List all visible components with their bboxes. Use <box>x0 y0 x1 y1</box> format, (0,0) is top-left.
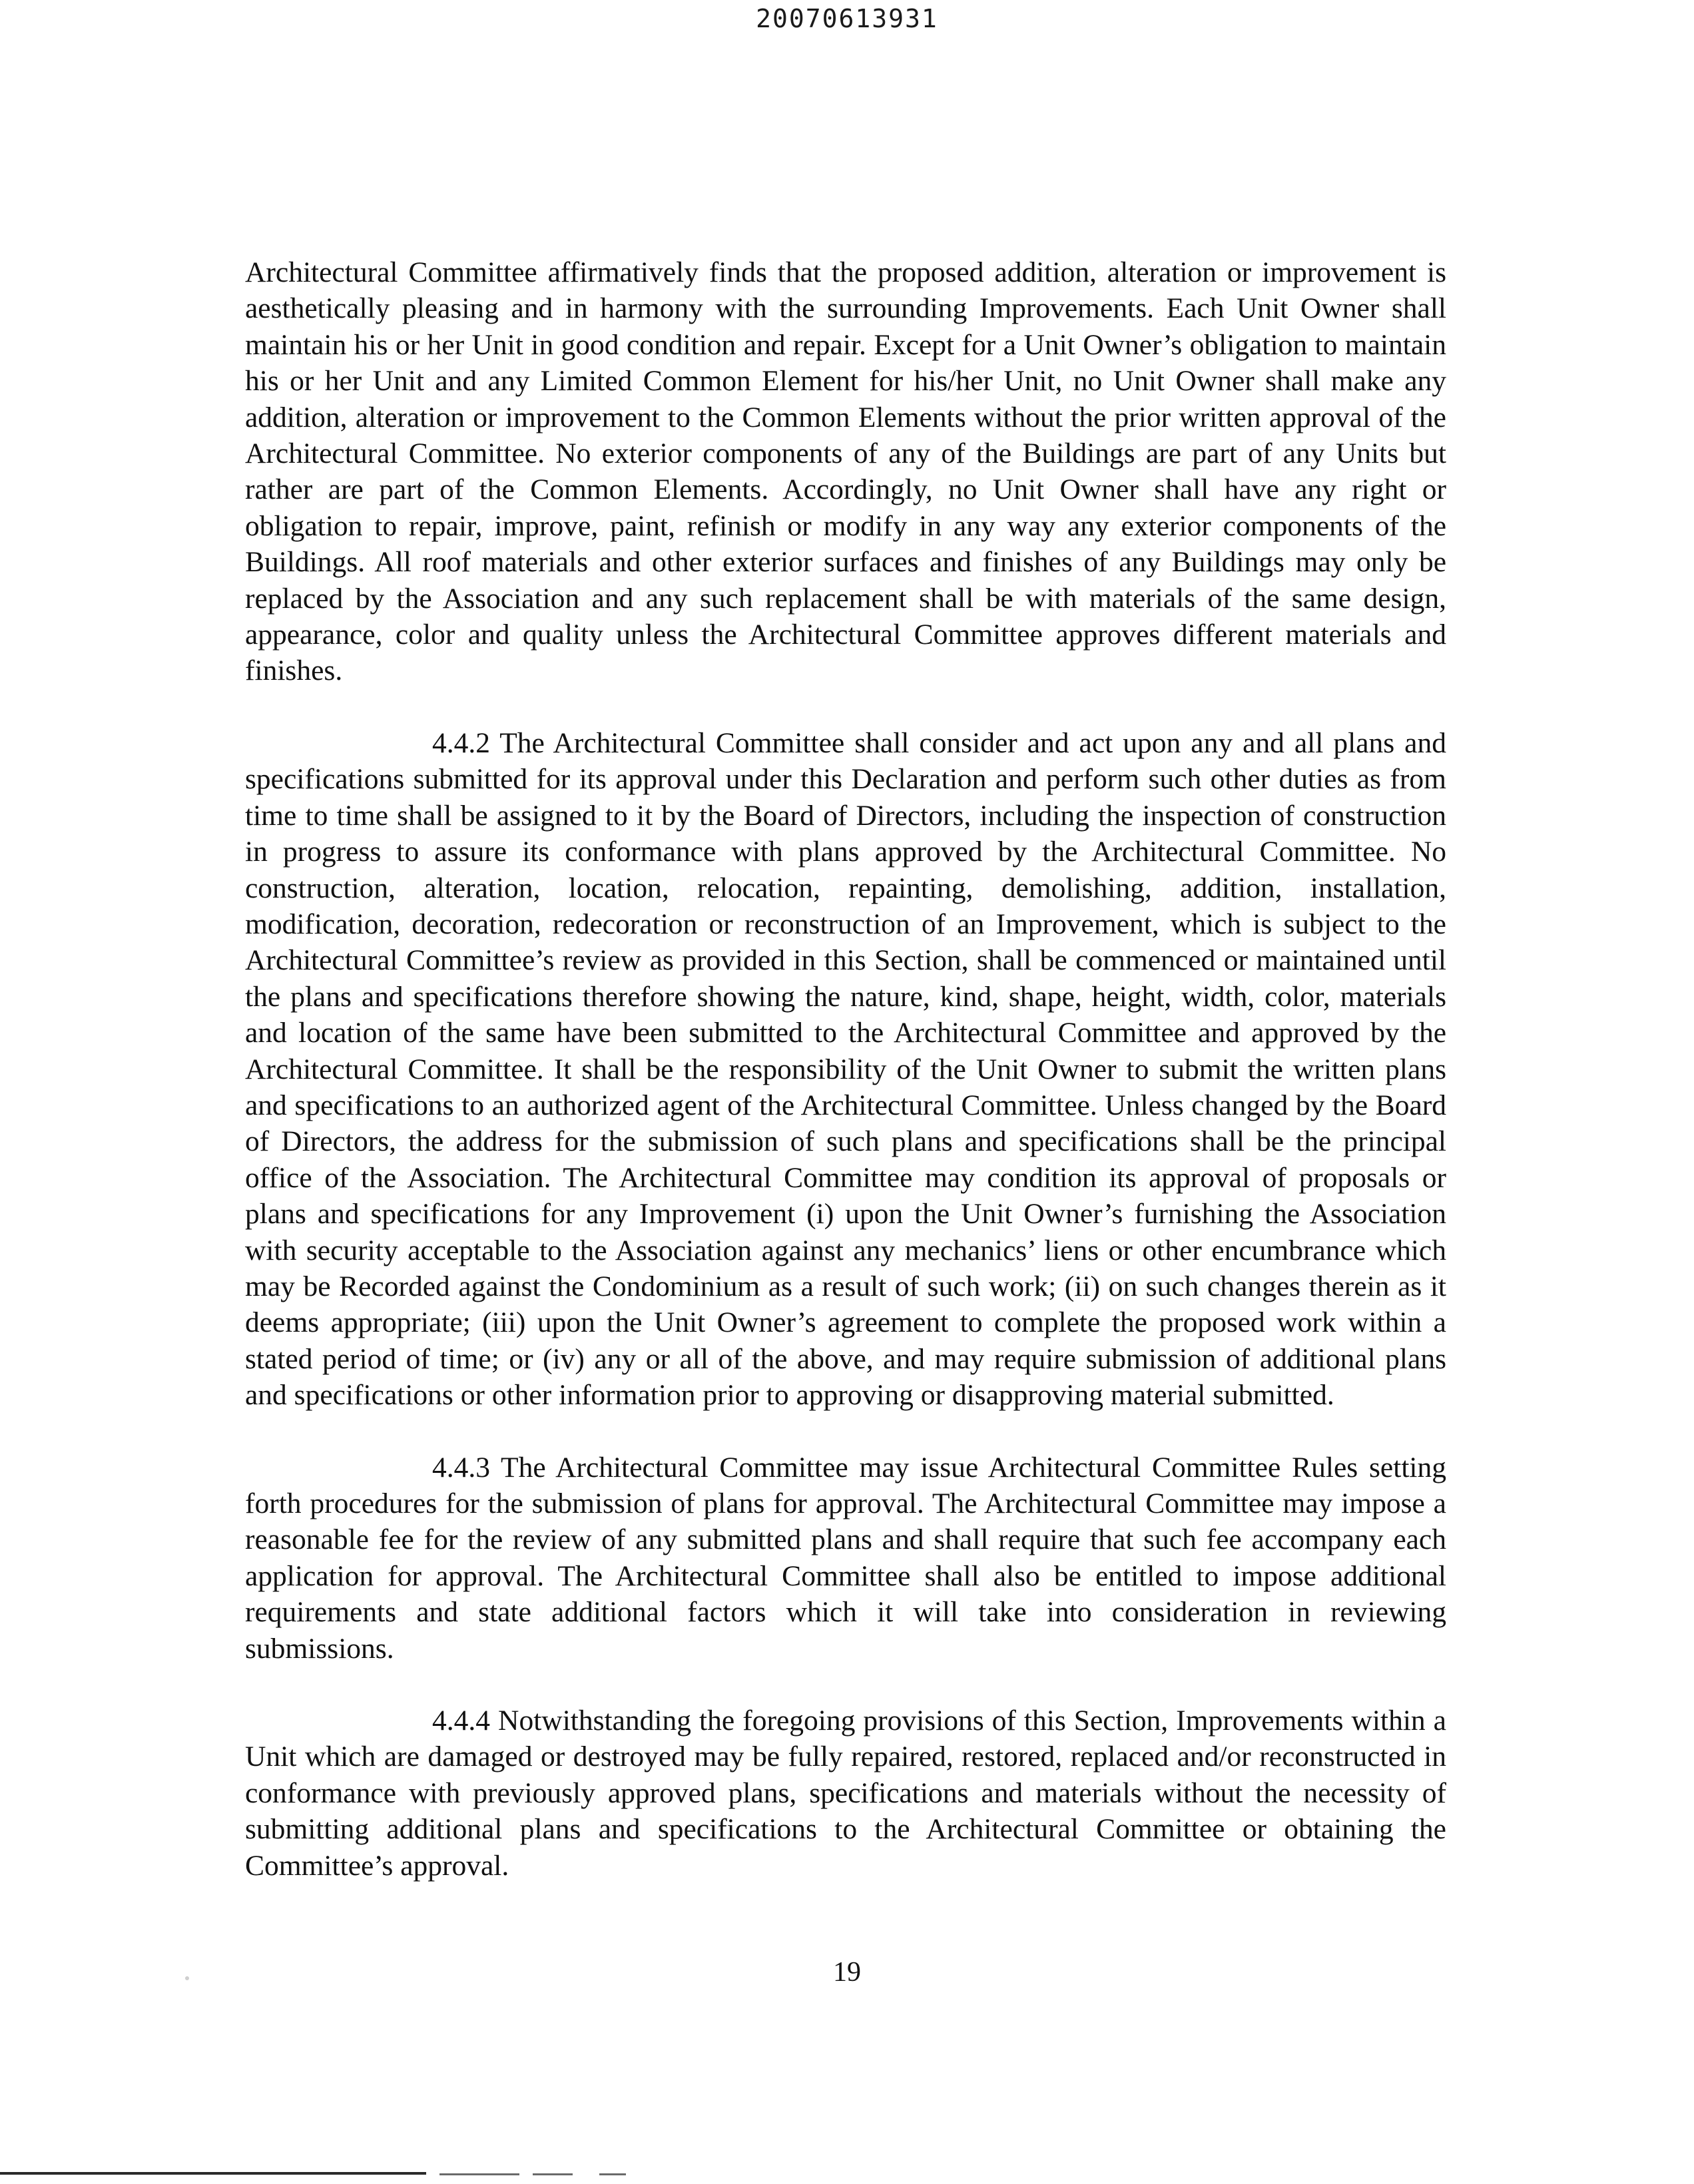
document-number: 20070613931 <box>756 4 938 33</box>
scan-speck <box>185 1976 189 1980</box>
paragraph-4-4-3: 4.4.3 The Architectural Committee may issue Architectural Committee Rules setting forth procedures for the submission of plans for approval. The Architectural Committee may impose a reasonable fee for the review of any submitted plans and shall require that such fee accompany each application for approval. The Architectural Committee shall also be entitled to impose additional requirements and state additional factors which it will take into consideration in reviewing submissions. <box>245 1451 1446 1665</box>
scan-edge-rule <box>0 2172 426 2175</box>
scan-edge-fragment <box>439 2173 519 2175</box>
paragraph-4-4-2: 4.4.2 The Architectural Committee shall consider and act upon any and all plans and specifications submitted for its approval under this Declaration and perform such other duties as from time to time shall be assigned to it by the Board of Directors, including the inspection of construction in progress to assure its conformance with plans approved by the Architectural Committee. No construction, alteration, location, relocation, repainting, demolishing, addition, installation, modification, decoration, redecoration or reconstruction of an Improvement, which is subject to the Architectural Committee’s review as provided in this Section, shall be commenced or maintained until the plans and specifications therefore showing the nature, kind, shape, height, width, color, materials and location of the same have been submitted to the Architectural Committee and approved by the Architectural Committee. It shall be the responsibility of the Unit Owner to submit the written plans and specifications to an authorized agent of the Architectural Committee. Unless changed by the Board of Directors, the address for the submission of such plans and specifications shall be the principal office of the Association. The Architectural Committee may condition its approval of proposals or plans and specifications for any Improvement (i) upon the Unit Owner’s furnishing the Association with security acceptable to the Association against any mechanics’ liens or other encumbrance which may be Recorded against the Condominium as a result of such work; (ii) on such changes therein as it deems appropriate; (iii) upon the Unit Owner’s agreement to complete the proposed work within a stated period of time; or (iv) any or all of the above, and may require submission of additional plans and specifications or other information prior to approving or disapproving material submitted. <box>245 726 1446 1412</box>
paragraph-continuation: Architectural Committee affirmatively finds that the proposed addition, alteration or improvement is aesthetically pleasing and in harmony with the surrounding Improvements. Each Unit Owner shall maintain his or her Unit in good condition and repair. Except for a Unit Owner’s obligation to maintain his or her Unit and any Limited Common Element for his/her Unit, no Unit Owner shall make any addition, alteration or improvement to the Common Elements without the prior written approval of the Architectural Committee. No exterior components of any of the Buildings are part of any Units but rather are part of the Common Elements. Accordingly, no Unit Owner shall have any right or obligation to repair, improve, paint, refinish or modify in any way any exterior components of the Buildings. All roof materials and other exterior surfaces and finishes of any Buildings may only be replaced by the Association and any such replacement shall be with materials of the same design, appearance, color and quality unless the Architectural Committee approves different materials and finishes. <box>245 256 1446 687</box>
page-number: 19 <box>833 1957 861 1988</box>
scan-edge-fragment <box>599 2173 626 2175</box>
scan-edge-fragment <box>533 2173 573 2175</box>
document-body <box>245 254 1446 1920</box>
paragraph-4-4-4: 4.4.4 Notwithstanding the foregoing provisions of this Section, Improvements within a Unit which are damaged or destroyed may be fully repaired, restored, replaced and/or reconstructed in conformance with previously approved plans, specifications and materials without the necessity of submitting additional plans and specifications to the Architectural Committee or obtaining the Committee’s approval. <box>245 1705 1446 1882</box>
